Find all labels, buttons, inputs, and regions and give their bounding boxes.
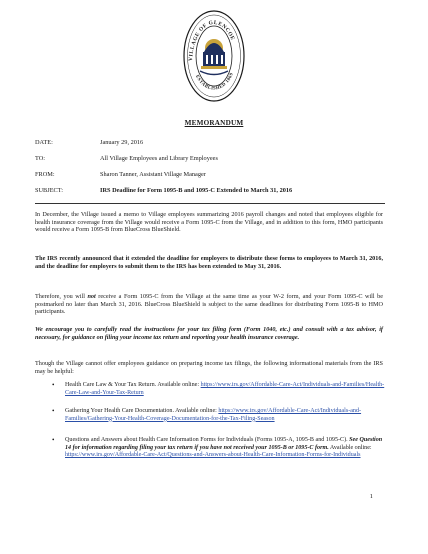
subject-label: SUBJECT:: [35, 187, 64, 194]
paragraph-therefore: [35, 293, 383, 316]
bullet-item-questions-answers: [52, 436, 385, 460]
paragraph-encourage: We encourage you to carefully read the instructions for your tax filing form (Form 1040, etc.) and consult with a tax advisor, if necessary, for guidance on filing your income tax return and reporting your health insurance coverage.: [35, 326, 383, 341]
paragraph-deadline: The IRS recently announced that it extended the deadline for employers to distribute these forms to employees to March 31, 2016, and the deadline for employers to submit them to the IRS has been extended to May 31, 2016.: [35, 255, 383, 270]
to-value: All Village Employees and Library Employees: [100, 155, 218, 162]
header-divider: [35, 203, 385, 204]
p3-part-a: Therefore, you will: [35, 293, 88, 300]
village-seal-logo: [182, 8, 246, 108]
date-label: DATE:: [35, 139, 53, 146]
irs-link-questions-answers[interactable]: https://www.irs.gov/Affordable-Care-Act/Questions-and-Answers-about-Health-Care-Information-Forms-for-Individuals: [65, 452, 361, 459]
memo-heading: MEMORANDUM: [184, 119, 244, 127]
bullet-text: Questions and Answers about Health Care Information Forms for Individuals (Forms 1095-A, 1095-B and 1095-C).: [65, 437, 350, 443]
bullet-item-gathering-documentation: [52, 407, 385, 423]
irs-link-gathering-documentation[interactable]: https://www.irs.gov/Affordable-Care-Act/Individuals-and-Families/Gathering-Your-Health-Coverage-Documentation-for-the-Tax-Filing-Season: [65, 408, 362, 422]
bullet-dot-icon: •: [52, 381, 55, 389]
from-label: FROM:: [35, 171, 55, 178]
page-number: 1: [369, 493, 373, 500]
bullet-text: Health Care Law & Your Tax Return. Available online:: [65, 382, 201, 388]
irs-link-health-care-law[interactable]: https://www.irs.gov/Affordable-Care-Act/Individuals-and-Families/Health-Care-Law-and-Your-Tax-Return: [65, 382, 385, 396]
p3-part-b: receive a Form 1095-C from the Village at the same time as your W-2 form, and your Form 1095-C will be postmarked no later than March 31, 2016. BlueCross BlueShield is subject to the same deadlines for distributing Form 1095-B to HMO participants.: [35, 293, 384, 316]
date-value: January 29, 2016: [100, 139, 144, 146]
from-value: Sharon Tanner, Assistant Village Manager: [100, 171, 206, 178]
p3-not-emphasis: not: [87, 293, 96, 300]
bullet-text: Gathering Your Health Care Documentation. Available online:: [65, 408, 219, 414]
bullet-text-2: Available online:: [328, 444, 372, 451]
svg-text:VILLAGE OF GLENCOE: VILLAGE OF GLENCOE: [188, 19, 236, 62]
bullet-dot-icon: •: [52, 407, 55, 415]
bullet-dot-icon: •: [52, 436, 55, 444]
paragraph-resources-intro: Though the Village cannot offer employees guidance on preparing income tax filings, the following informational materials from the IRS may be helpful:: [35, 360, 383, 375]
subject-value: IRS Deadline for Form 1095-B and 1095-C Extended to March 31, 2016: [100, 187, 293, 194]
bullet-item-health-care-law: [52, 381, 385, 397]
to-label: TO:: [35, 155, 46, 162]
paragraph-intro: In December, the Village issued a memo to Village employees summarizing 2016 payroll changes and noted that employees eligible for health insurance coverage from the Village would receive a Form 1095-C from the Village, and in addition to this form, HMO participants would receive a Form 1095-B from BlueCross BlueShield.: [35, 211, 383, 234]
bullet-emphasis: See Question 14 for information regarding filing your tax return if you have not received your 1095-B or 1095-C form.: [65, 437, 383, 451]
svg-text:ESTABLISHED 1869: ESTABLISHED 1869: [194, 71, 235, 91]
